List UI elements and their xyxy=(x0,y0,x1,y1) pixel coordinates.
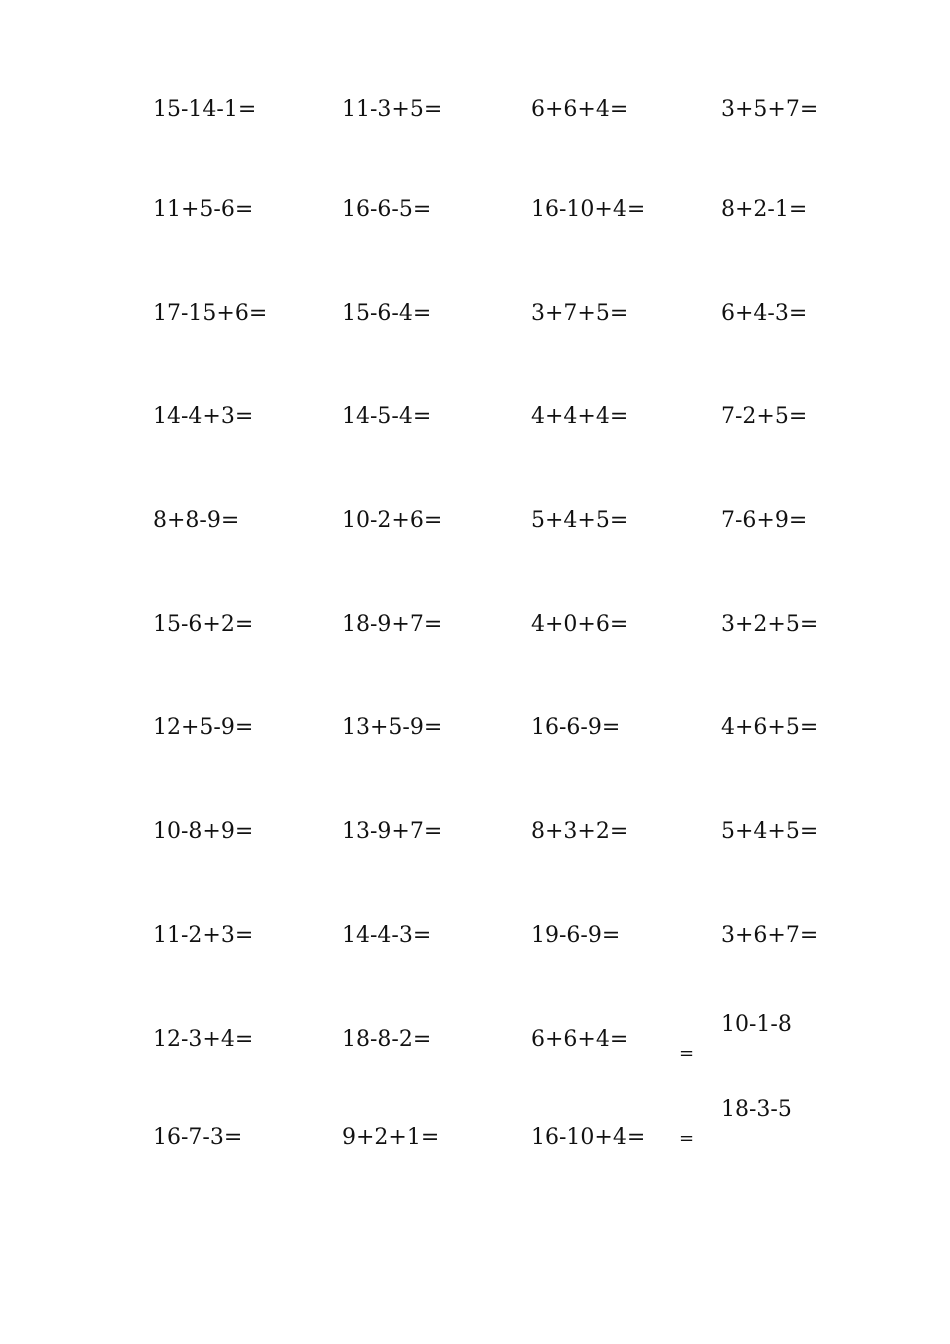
problem: 10-8+9= xyxy=(153,819,254,844)
problem: 7-2+5= xyxy=(721,404,808,429)
problem: 12-3+4= xyxy=(153,1027,254,1052)
problem: 5+4+5= xyxy=(531,508,629,533)
wrapped-equals-sign: = xyxy=(679,1043,695,1064)
problem: 14-5-4= xyxy=(342,404,432,429)
problem: 6+6+4= xyxy=(531,1027,629,1052)
problem: 14-4-3= xyxy=(342,923,432,948)
problem: 16-6-5= xyxy=(342,197,432,222)
problem: 3+5+7= xyxy=(721,97,819,122)
problem: 4+0+6= xyxy=(531,612,629,637)
problem: 5+4+5= xyxy=(721,819,819,844)
problem: 12+5-9= xyxy=(153,715,254,740)
problem: 3+7+5= xyxy=(531,301,629,326)
problem: 9+2+1= xyxy=(342,1125,440,1150)
problem: 14-4+3= xyxy=(153,404,254,429)
problem: 19-6-9= xyxy=(531,923,621,948)
problem: 18-3-5 xyxy=(721,1097,792,1122)
problem: 7-6+9= xyxy=(721,508,808,533)
problem: 4+6+5= xyxy=(721,715,819,740)
problem: 16-7-3= xyxy=(153,1125,243,1150)
problem: 18-9+7= xyxy=(342,612,443,637)
problem: 13-9+7= xyxy=(342,819,443,844)
problem: 15-14-1= xyxy=(153,97,257,122)
problem: 8+8-9= xyxy=(153,508,240,533)
problem: 17-15+6= xyxy=(153,301,268,326)
problem: 3+6+7= xyxy=(721,923,819,948)
problem: 6+6+4= xyxy=(531,97,629,122)
problem: 11-2+3= xyxy=(153,923,254,948)
problem: 4+4+4= xyxy=(531,404,629,429)
problem: 13+5-9= xyxy=(342,715,443,740)
wrapped-equals-sign: = xyxy=(679,1128,695,1149)
problem: 6+4-3= xyxy=(721,301,808,326)
problem: 8+2-1= xyxy=(721,197,808,222)
problem: 11-3+5= xyxy=(342,97,443,122)
problem: 10-2+6= xyxy=(342,508,443,533)
problem: 16-6-9= xyxy=(531,715,621,740)
problem: 15-6+2= xyxy=(153,612,254,637)
problem: 11+5-6= xyxy=(153,197,254,222)
problem: 8+3+2= xyxy=(531,819,629,844)
problem: 10-1-8 xyxy=(721,1012,792,1037)
problem: 16-10+4= xyxy=(531,1125,646,1150)
problem: 16-10+4= xyxy=(531,197,646,222)
problem: 18-8-2= xyxy=(342,1027,432,1052)
problem: 15-6-4= xyxy=(342,301,432,326)
problem: 3+2+5= xyxy=(721,612,819,637)
